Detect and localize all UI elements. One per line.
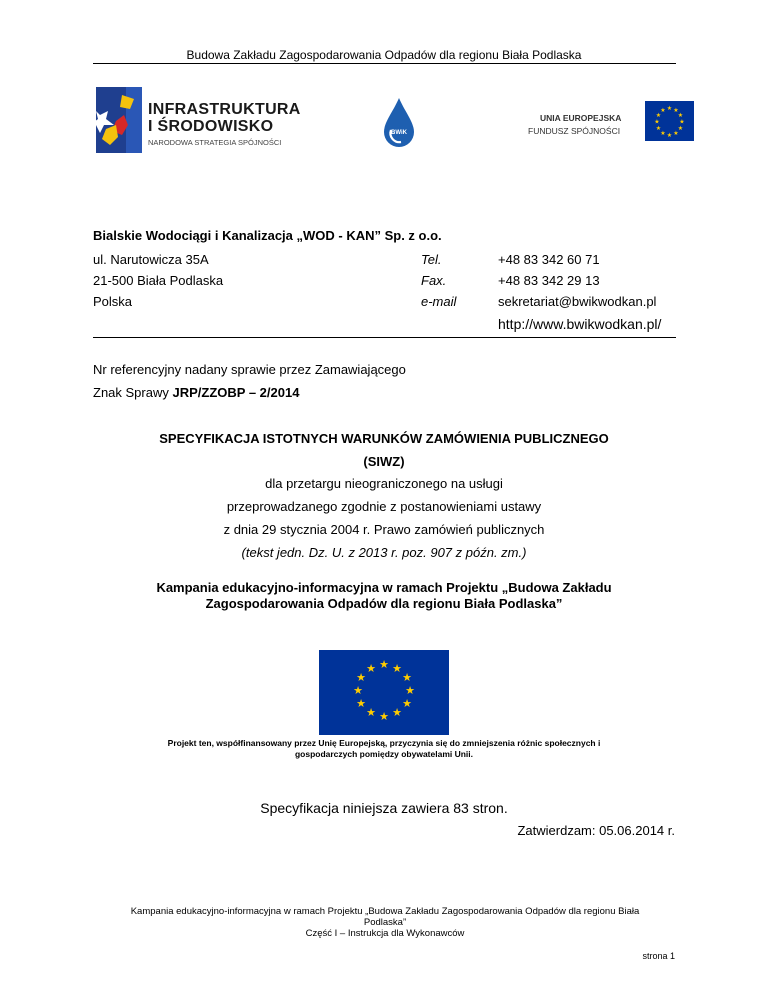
approval-date: Zatwierdzam: 05.06.2014 r. (517, 823, 675, 838)
footer-line-3: Część I – Instrukcja dla Wykonawców (305, 928, 465, 939)
svg-text:★: ★ (666, 105, 673, 112)
fax-label: Fax. (421, 273, 447, 288)
svg-text:★: ★ (392, 662, 402, 675)
svg-text:★: ★ (677, 125, 684, 132)
tel-label: Tel. (421, 252, 442, 267)
footer (90, 906, 680, 939)
svg-text:★: ★ (679, 118, 685, 126)
svg-text:★: ★ (392, 706, 402, 719)
email-label: e-mail (421, 294, 457, 309)
title-line-3: z dnia 29 stycznia 2004 r. Prawo zamówień publicznych (223, 522, 545, 537)
svg-text:★: ★ (660, 130, 666, 137)
document-abbr: (SIWZ) (363, 454, 405, 469)
svg-text:★: ★ (673, 130, 679, 137)
contact-rule (93, 337, 676, 338)
title-line-1: dla przetargu nieograniczonego na usługi (265, 476, 503, 491)
eu-cofinancing-note (110, 738, 658, 760)
page-number: strona 1 (642, 951, 675, 961)
svg-text:★: ★ (356, 671, 366, 684)
title-line-4: (tekst jedn. Dz. U. z 2013 r. poz. 907 z późn. zm.) (241, 545, 527, 560)
svg-text:★: ★ (655, 125, 662, 132)
svg-text:★: ★ (366, 706, 376, 719)
fax-value: +48 83 342 29 13 (498, 273, 600, 288)
email-link[interactable]: sekretariat@bwikwodkan.pl (498, 294, 657, 309)
address-city: 21-500 Biała Podlaska (93, 273, 224, 288)
svg-text:★: ★ (402, 671, 412, 684)
campaign-line-2: Zagospodarowania Odpadów dla regionu Biała Podlaska” (205, 596, 563, 611)
svg-text:★: ★ (379, 710, 389, 723)
svg-text:★: ★ (666, 132, 673, 139)
svg-text:★: ★ (405, 684, 415, 697)
eu-flag-small (645, 101, 694, 141)
svg-text:★: ★ (655, 112, 662, 119)
website-link[interactable]: http://www.bwikwodkan.pl/ (498, 316, 662, 332)
eu-note-line-2: gospodarczych pomiędzy obywatelami Unii. (294, 749, 474, 759)
svg-text:★: ★ (660, 107, 666, 114)
eu-flag (319, 650, 449, 735)
title-line-2: przeprowadzanego zgodnie z postanowieniami ustawy (226, 499, 542, 514)
case-mark-prefix: Znak Sprawy (93, 385, 173, 400)
company-name: Bialskie Wodociągi i Kanalizacja „WOD - KAN” Sp. z o.o. (93, 228, 442, 243)
document-title: SPECYFIKACJA ISTOTNYCH WARUNKÓW ZAMÓWIENIA PUBLICZNEGO (159, 431, 609, 446)
footer-line-1: Kampania edukacyjno-informacyjna w ramach Projektu „Budowa Zakładu Zagospodarowania Odpadów dla regionu Biała (130, 906, 640, 917)
ue-label: UNIA EUROPEJSKA (540, 113, 622, 123)
case-mark (93, 385, 299, 400)
infrastruktura-title-line1: INFRASTRUKTURA (148, 101, 301, 118)
fundusz-label: FUNDUSZ SPÓJNOŚCI (528, 126, 621, 136)
footer-line-2: Podlaska” (363, 917, 407, 928)
infrastruktura-subtitle: NARODOWA STRATEGIA SPÓJNOŚCI (148, 138, 282, 147)
svg-text:★: ★ (379, 658, 389, 671)
svg-text:★: ★ (353, 684, 363, 697)
reference-line: Nr referencyjny nadany sprawie przez Zamawiającego (93, 362, 406, 377)
svg-text:★: ★ (673, 107, 679, 114)
bwik-drop-label: BWiK (391, 130, 407, 136)
svg-text:★: ★ (356, 697, 366, 710)
svg-text:★: ★ (654, 118, 660, 126)
svg-text:★: ★ (402, 697, 412, 710)
campaign-line-1: Kampania edukacyjno-informacyjna w ramach Projektu „Budowa Zakładu (156, 580, 612, 595)
infrastruktura-title-line2: I ŚRODOWISKO (148, 118, 274, 135)
header-rule (93, 63, 676, 64)
eu-note-line-1: Projekt ten, współfinansowany przez Unię Europejską, przyczynia się do zmniejszenia różnic społecznych i (167, 738, 601, 748)
bwik-drop-logo (381, 96, 417, 148)
case-mark-code: JRP/ZZOBP – 2/2014 (172, 385, 300, 400)
svg-text:★: ★ (366, 662, 376, 675)
page-count-note: Specyfikacja niniejsza zawiera 83 stron. (260, 800, 508, 816)
svg-text:★: ★ (677, 112, 684, 119)
address-country: Polska (93, 294, 133, 309)
address-street: ul. Narutowicza 35A (93, 252, 209, 267)
tel-value: +48 83 342 60 71 (498, 252, 600, 267)
running-header: Budowa Zakładu Zagospodarowania Odpadów dla regionu Biała Podlaska (186, 48, 582, 62)
